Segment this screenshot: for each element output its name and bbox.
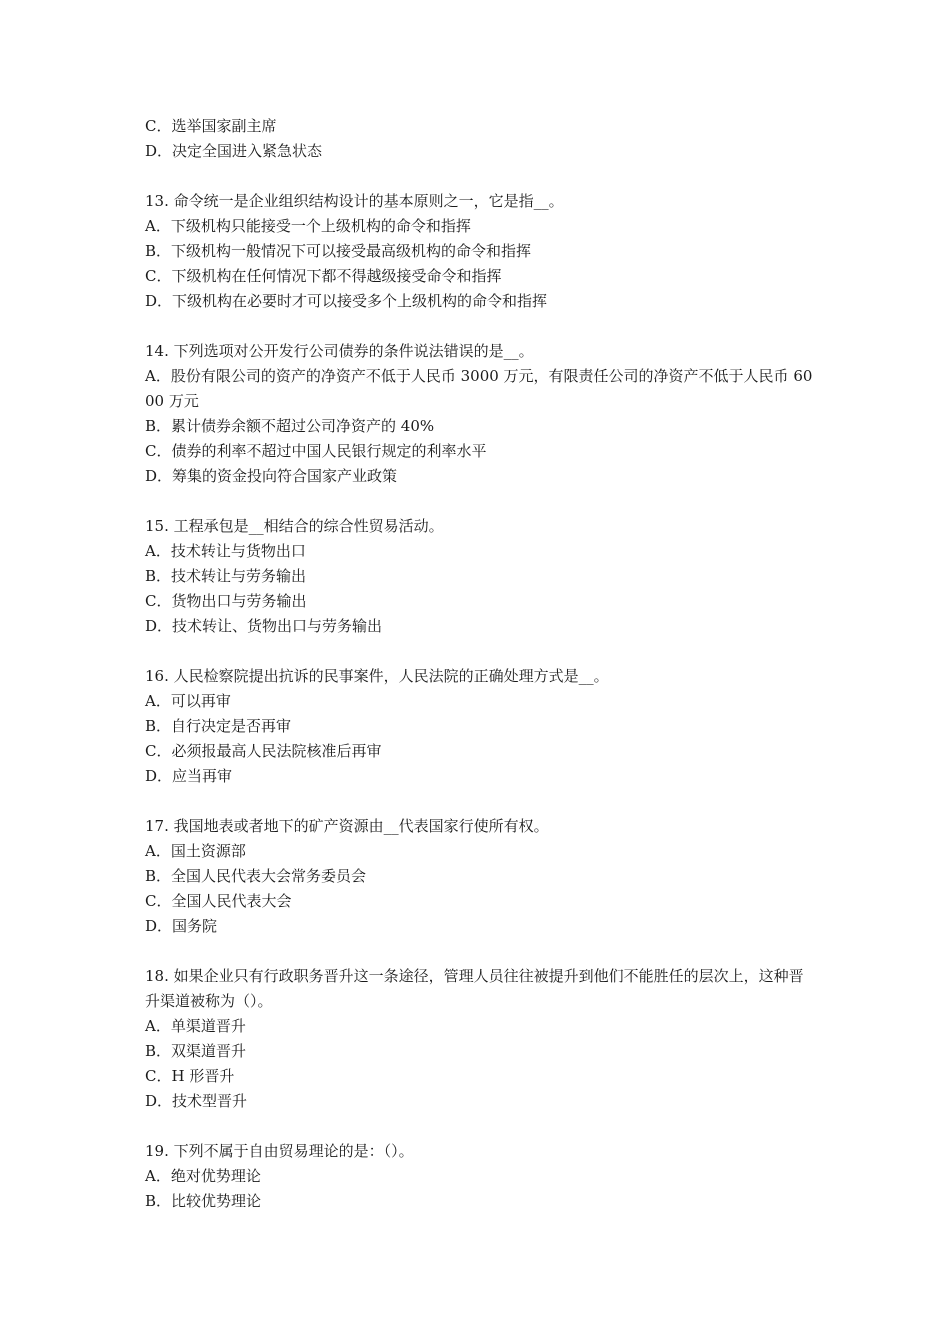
document-page [145,114,815,1214]
option-b: B．比较优势理论 [145,1192,262,1210]
option-c: C．债券的利率不超过中国人民银行规定的利率水平 [145,442,487,460]
option-b: B．双渠道晋升 [145,1042,247,1060]
question-15 [145,514,815,639]
question-13 [145,189,815,314]
option-a: A．国土资源部 [145,842,246,860]
option-d: D．决定全国进入紧急状态 [145,142,323,160]
option-a: A．单渠道晋升 [145,1017,246,1035]
question-16 [145,664,815,789]
question-17 [145,814,815,939]
question-stem: 19. 下列不属于自由贸易理论的是：（）。 [145,1142,414,1160]
option-a: A．股份有限公司的资产的净资产不低于人民币 3000 万元，有限责任公司的净资产不低于人民币 6000 万元 [145,367,813,410]
option-a: A．技术转让与货物出口 [145,542,306,560]
option-c: C．下级机构在任何情况下都不得越级接受命令和指挥 [145,267,502,285]
option-a: A．可以再审 [145,692,231,710]
option-d: D．国务院 [145,917,218,935]
option-b: B．全国人民代表大会常务委员会 [145,867,367,885]
option-d: D．筹集的资金投向符合国家产业政策 [145,467,398,485]
question-stem: 17. 我国地表或者地下的矿产资源由__代表国家行使所有权。 [145,817,549,835]
question-19 [145,1139,815,1214]
question-stem: 16. 人民检察院提出抗诉的民事案件，人民法院的正确处理方式是__。 [145,667,609,685]
question-stem: 15. 工程承包是__相结合的综合性贸易活动。 [145,517,444,535]
option-c: C．选举国家副主席 [145,117,277,135]
option-b: B．自行决定是否再审 [145,717,292,735]
question-18 [145,964,815,1114]
option-b: B．技术转让与劳务输出 [145,567,307,585]
option-b: B．下级机构一般情况下可以接受最高级机构的命令和指挥 [145,242,532,260]
question-stem: 13. 命令统一是企业组织结构设计的基本原则之一，它是指__。 [145,192,564,210]
option-d: D．应当再审 [145,767,233,785]
option-c: C．H 形晋升 [145,1067,235,1085]
option-a: A．下级机构只能接受一个上级机构的命令和指挥 [145,217,471,235]
question-stem: 14. 下列选项对公开发行公司债券的条件说法错误的是__。 [145,342,534,360]
option-d: D．技术转让、货物出口与劳务输出 [145,617,383,635]
option-b: B．累计债券余额不超过公司净资产的 40% [145,417,435,435]
previous-question-options [145,114,815,164]
option-d: D．技术型晋升 [145,1092,248,1110]
question-14 [145,339,815,489]
option-a: A．绝对优势理论 [145,1167,261,1185]
option-d: D．下级机构在必要时才可以接受多个上级机构的命令和指挥 [145,292,548,310]
option-c: C．必须报最高人民法院核准后再审 [145,742,382,760]
question-stem: 18. 如果企业只有行政职务晋升这一条途径，管理人员往往被提升到他们不能胜任的层次上，这种晋升渠道被称为（）。 [145,967,804,1010]
option-c: C．货物出口与劳务输出 [145,592,307,610]
option-c: C．全国人民代表大会 [145,892,292,910]
